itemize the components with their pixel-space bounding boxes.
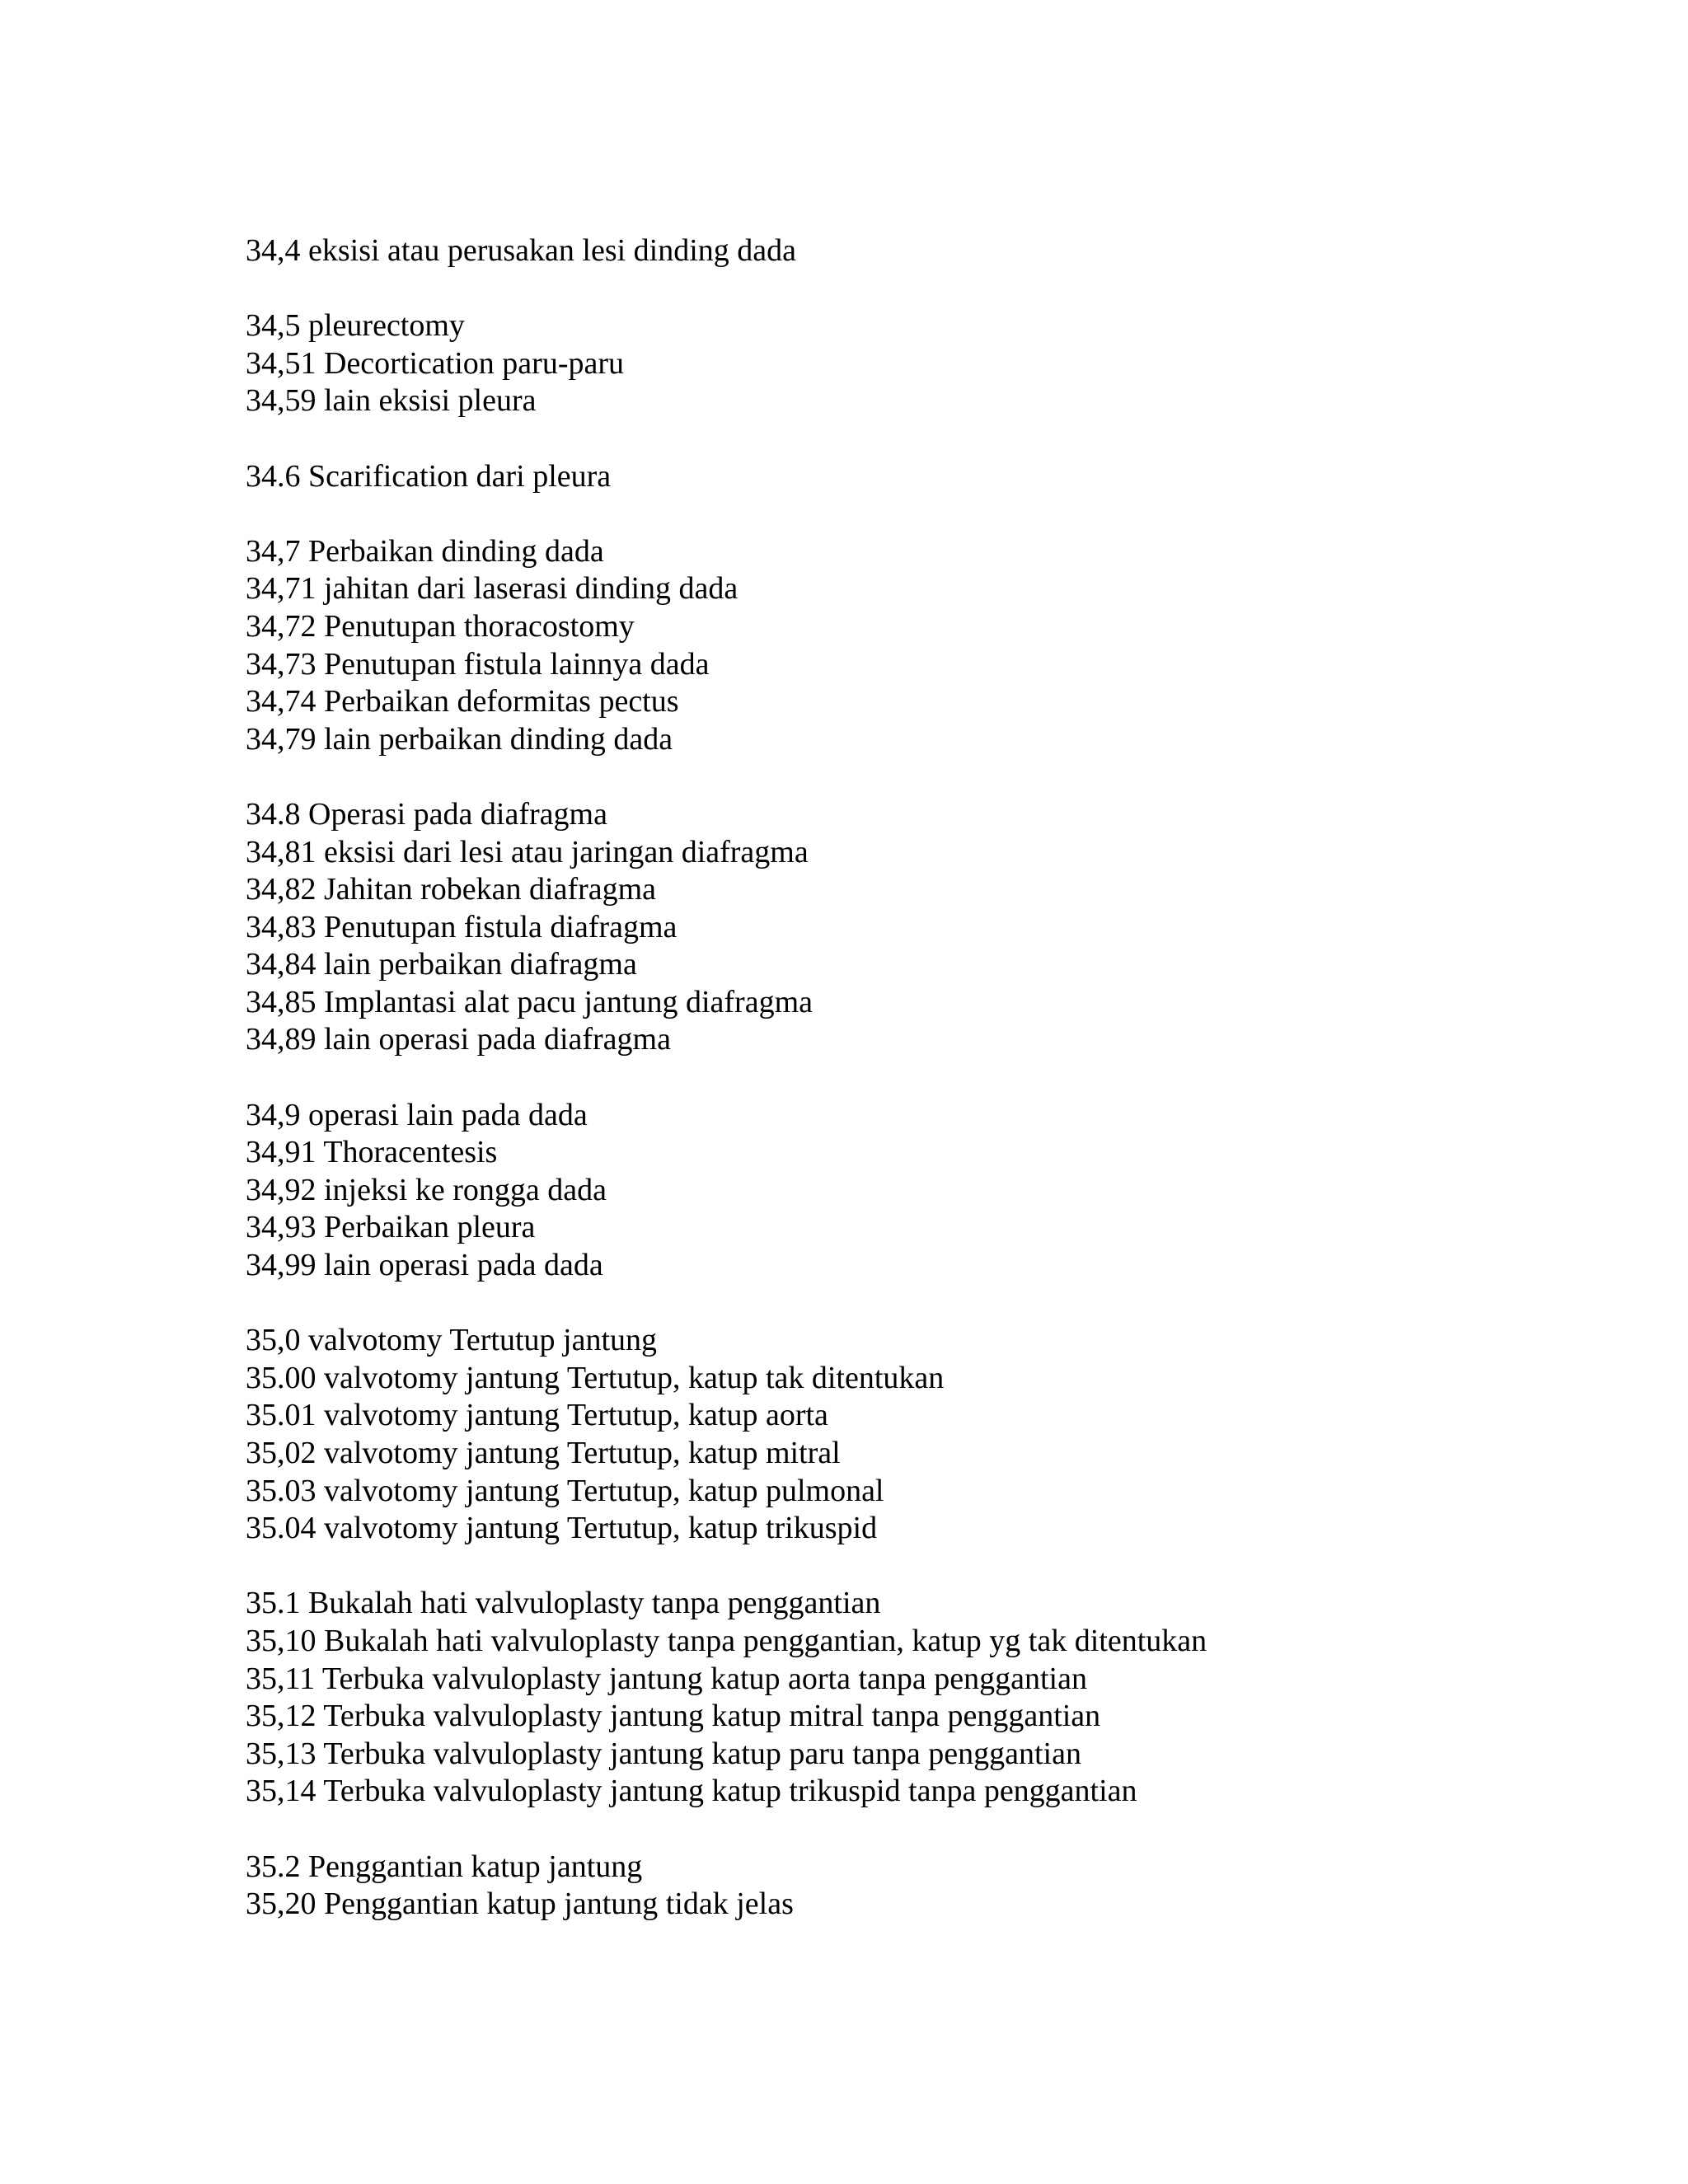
procedure-code-list	[246, 232, 1606, 1924]
code-entry: 34.8 Operasi pada diafragma	[246, 796, 607, 832]
code-entry: 35,02 valvotomy jantung Tertutup, katup mitral	[246, 1436, 841, 1470]
code-group	[246, 307, 1606, 420]
code-entry: 35,14 Terbuka valvuloplasty jantung katup trikuspid tanpa penggantian	[246, 1774, 1137, 1809]
code-group	[246, 533, 1606, 759]
code-group	[246, 1322, 1606, 1548]
code-entry: 34,71 jahitan dari laserasi dinding dada	[246, 571, 738, 607]
code-entry: 34,91 Thoracentesis	[246, 1135, 498, 1170]
code-group	[246, 1585, 1606, 1811]
code-entry: 34.6 Scarification dari pleura	[246, 458, 612, 494]
code-entry: 34,59 lain eksisi pleura	[246, 383, 537, 419]
code-entry: 35,13 Terbuka valvuloplasty jantung katup paru tanpa penggantian	[246, 1736, 1081, 1771]
code-group	[246, 1849, 1606, 1924]
code-entry: 34,83 Penutupan fistula diafragma	[246, 909, 678, 944]
code-entry: 34,89 lain operasi pada diafragma	[246, 1022, 671, 1057]
code-entry: 34,5 pleurectomy	[246, 308, 465, 344]
code-entry: 34,72 Penutupan thoracostomy	[246, 608, 635, 644]
code-entry: 34,81 eksisi dari lesi atau jaringan diafragma	[246, 834, 809, 869]
code-group	[246, 232, 1606, 270]
code-group	[246, 796, 1606, 1059]
code-entry: 35.03 valvotomy jantung Tertutup, katup pulmonal	[246, 1473, 884, 1508]
code-entry: 34,7 Perbaikan dinding dada	[246, 533, 604, 569]
code-group	[246, 458, 1606, 496]
code-entry: 34,74 Perbaikan deformitas pectus	[246, 684, 679, 719]
code-entry: 34,51 Decortication paru-paru	[246, 345, 624, 381]
code-entry: 35,11 Terbuka valvuloplasty jantung katup aorta tanpa penggantian	[246, 1661, 1087, 1696]
code-entry: 34,92 injeksi ke rongga dada	[246, 1172, 607, 1207]
code-entry: 35.00 valvotomy jantung Tertutup, katup tak ditentukan	[246, 1360, 945, 1395]
code-entry: 34,82 Jahitan robekan diafragma	[246, 872, 657, 907]
code-entry: 35.1 Bukalah hati valvuloplasty tanpa penggantian	[246, 1586, 881, 1621]
code-entry: 35,20 Penggantian katup jantung tidak jelas	[246, 1886, 794, 1922]
code-entry: 34,73 Penutupan fistula lainnya dada	[246, 646, 710, 682]
code-entry: 35.01 valvotomy jantung Tertutup, katup aorta	[246, 1398, 828, 1433]
code-entry: 35,0 valvotomy Tertutup jantung	[246, 1323, 658, 1358]
code-entry: 34,85 Implantasi alat pacu jantung diafragma	[246, 984, 813, 1019]
code-entry: 34,84 lain perbaikan diafragma	[246, 947, 637, 982]
code-entry: 34,93 Perbaikan pleura	[246, 1210, 536, 1245]
code-entry: 34,9 operasi lain pada dada	[246, 1097, 588, 1132]
code-entry: 35,10 Bukalah hati valvuloplasty tanpa penggantian, katup yg tak ditentukan	[246, 1623, 1207, 1658]
code-group	[246, 1097, 1606, 1285]
code-entry: 34,99 lain operasi pada dada	[246, 1248, 603, 1283]
code-entry: 35.04 valvotomy jantung Tertutup, katup trikuspid	[246, 1511, 878, 1546]
code-entry: 35,12 Terbuka valvuloplasty jantung katup mitral tanpa penggantian	[246, 1699, 1101, 1734]
code-entry: 34,4 eksisi atau perusakan lesi dinding dada	[246, 233, 797, 268]
code-entry: 35.2 Penggantian katup jantung	[246, 1849, 643, 1884]
code-entry: 34,79 lain perbaikan dinding dada	[246, 721, 673, 757]
